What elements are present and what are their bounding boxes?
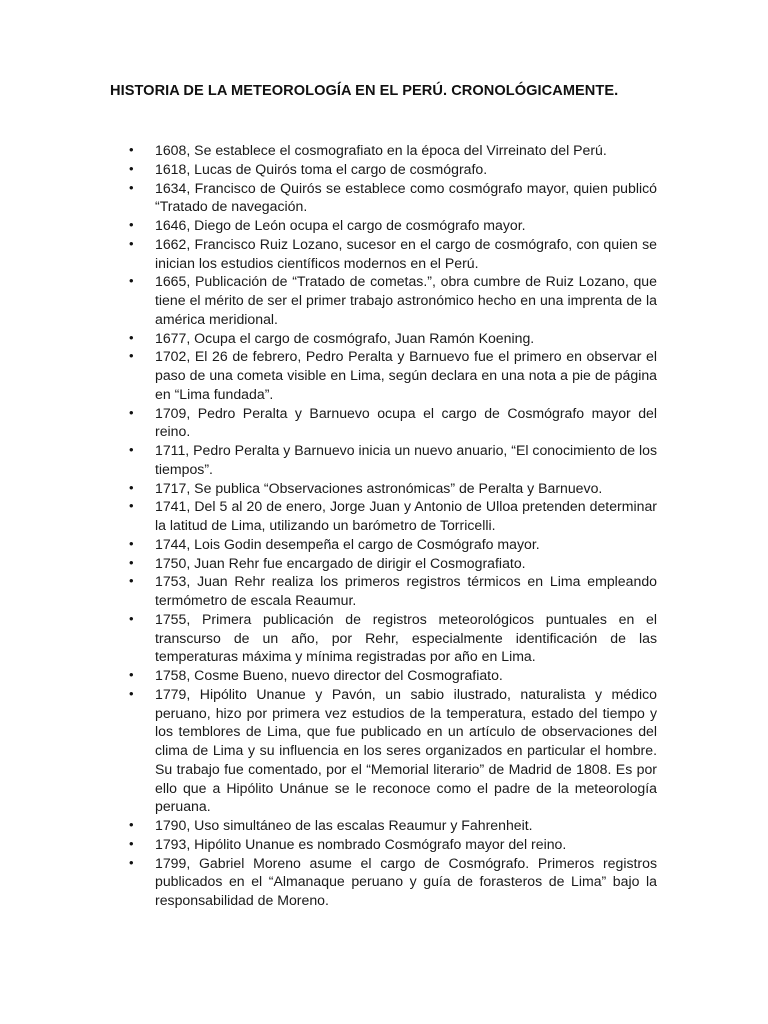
bullet-icon: • — [129, 817, 134, 832]
list-item-text: 1665, Publicación de “Tratado de cometas.”, obra cumbre de Ruiz Lozano, que tiene el mérito de ser el primer trabajo astronómico hecho en una imprenta de la américa meridional. — [155, 273, 657, 327]
list-item-text: 1790, Uso simultáneo de las escalas Reaumur y Fahrenheit. — [155, 817, 533, 833]
list-item — [129, 329, 657, 348]
list-item — [129, 479, 657, 498]
list-item — [129, 497, 657, 535]
list-item — [129, 216, 657, 235]
bullet-icon: • — [129, 142, 134, 157]
list-item — [129, 854, 657, 910]
list-item — [129, 535, 657, 554]
list-item — [129, 141, 657, 160]
bullet-icon: • — [129, 479, 134, 495]
list-item-text: 1662, Francisco Ruiz Lozano, sucesor en el cargo de cosmógrafo, con quien se inician los estudios científicos modernos en el Perú. — [155, 235, 657, 271]
list-item-text: 1618, Lucas de Quirós toma el cargo de cosmógrafo. — [155, 160, 488, 177]
bullet-icon: • — [129, 329, 134, 345]
list-item — [129, 816, 657, 835]
timeline-list — [129, 141, 657, 910]
list-item-text: 1750, Juan Rehr fue encargado de dirigir el Cosmografiato. — [155, 554, 526, 571]
list-item — [129, 347, 657, 403]
bullet-icon: • — [129, 273, 134, 289]
list-item — [129, 554, 657, 573]
list-item-text: 1753, Juan Rehr realiza los primeros registros térmicos en Lima empleando termómetro de escala Reaumur. — [155, 573, 657, 608]
bullet-icon: • — [129, 667, 134, 682]
list-item — [129, 404, 657, 442]
list-item-text: 1741, Del 5 al 20 de enero, Jorge Juan y Antonio de Ulloa pretenden determinar la latitud de Lima, utilizando un barómetro de Torricelli. — [155, 498, 657, 533]
bullet-icon: • — [129, 610, 134, 626]
list-item-text: 1634, Francisco de Quirós se establece como cosmógrafo mayor, quien publicó “Tratado de navegación. — [155, 179, 657, 215]
bullet-icon: • — [129, 685, 134, 701]
list-item-text: 1779, Hipólito Unanue y Pavón, un sabio ilustrado, naturalista y médico peruano, hizo por primera vez estudios de la temperatura, estado del tiempo y los temblores de Lima, que fue publicado en un artículo de observaciones del clima de Lima y su influencia en los seres organizados en particular el hombre. Su trabajo fue comentado, por el “Memorial literario” de Madrid de 1808. Es por ello que a Hipólito Unánue se le reconoce como el padre de la meteorología peruana. — [155, 685, 657, 815]
list-item — [129, 572, 657, 610]
bullet-icon: • — [129, 554, 134, 570]
list-item-text: 1711, Pedro Peralta y Barnuevo inicia un nuevo anuario, “El conocimiento de los tiempos”. — [155, 442, 657, 477]
list-item — [129, 179, 657, 217]
list-item-text: 1608, Se establece el cosmografiato en la época del Virreinato del Perú. — [155, 142, 607, 158]
list-item — [129, 835, 657, 854]
list-item-text: 1709, Pedro Peralta y Barnuevo ocupa el cargo de Cosmógrafo mayor del reino. — [155, 404, 657, 440]
list-item — [129, 441, 657, 479]
document-title: HISTORIA DE LA METEOROLOGÍA EN EL PERÚ. CRONOLÓGICAMENTE. — [110, 83, 619, 99]
bullet-icon: • — [129, 235, 134, 251]
list-item — [129, 685, 657, 816]
bullet-icon: • — [129, 404, 134, 420]
list-item — [129, 160, 657, 179]
bullet-icon: • — [129, 160, 134, 176]
list-item-text: 1717, Se publica “Observaciones astronómicas” de Peralta y Barnuevo. — [155, 479, 603, 496]
bullet-icon: • — [129, 179, 134, 195]
bullet-icon: • — [129, 217, 134, 232]
list-item-text: 1755, Primera publicación de registros meteorológicos puntuales en el transcurso de un año, por Rehr, especialmente identificación de las temperaturas máxima y mínima registradas por año en Lima. — [155, 610, 657, 665]
list-item — [129, 272, 657, 328]
list-item — [129, 235, 657, 273]
list-item — [129, 666, 657, 685]
bullet-icon: • — [129, 835, 134, 851]
bullet-icon: • — [129, 442, 134, 457]
bullet-icon: • — [129, 535, 134, 551]
list-item — [129, 610, 657, 666]
list-item-text: 1702, El 26 de febrero, Pedro Peralta y Barnuevo fue el primero en observar el paso de una cometa visible en Lima, según declara en una nota a pie de página en “Lima fundada”. — [155, 348, 657, 402]
list-item-text: 1646, Diego de León ocupa el cargo de cosmógrafo mayor. — [155, 217, 526, 233]
list-item-text: 1799, Gabriel Moreno asume el cargo de Cosmógrafo. Primeros registros publicados en el “Almanaque peruano y guía de forasteros de Lima” bajo la responsabilidad de Moreno. — [155, 854, 657, 908]
bullet-icon: • — [129, 854, 134, 870]
list-item-text: 1758, Cosme Bueno, nuevo director del Cosmografiato. — [155, 667, 503, 683]
bullet-icon: • — [129, 573, 134, 589]
bullet-icon: • — [129, 348, 134, 364]
bullet-icon: • — [129, 498, 134, 514]
list-item-text: 1793, Hipólito Unanue es nombrado Cosmógrafo mayor del reino. — [155, 835, 567, 852]
list-item-text: 1744, Lois Godin desempeña el cargo de Cosmógrafo mayor. — [155, 535, 540, 552]
list-item-text: 1677, Ocupa el cargo de cosmógrafo, Juan Ramón Koening. — [155, 329, 535, 346]
